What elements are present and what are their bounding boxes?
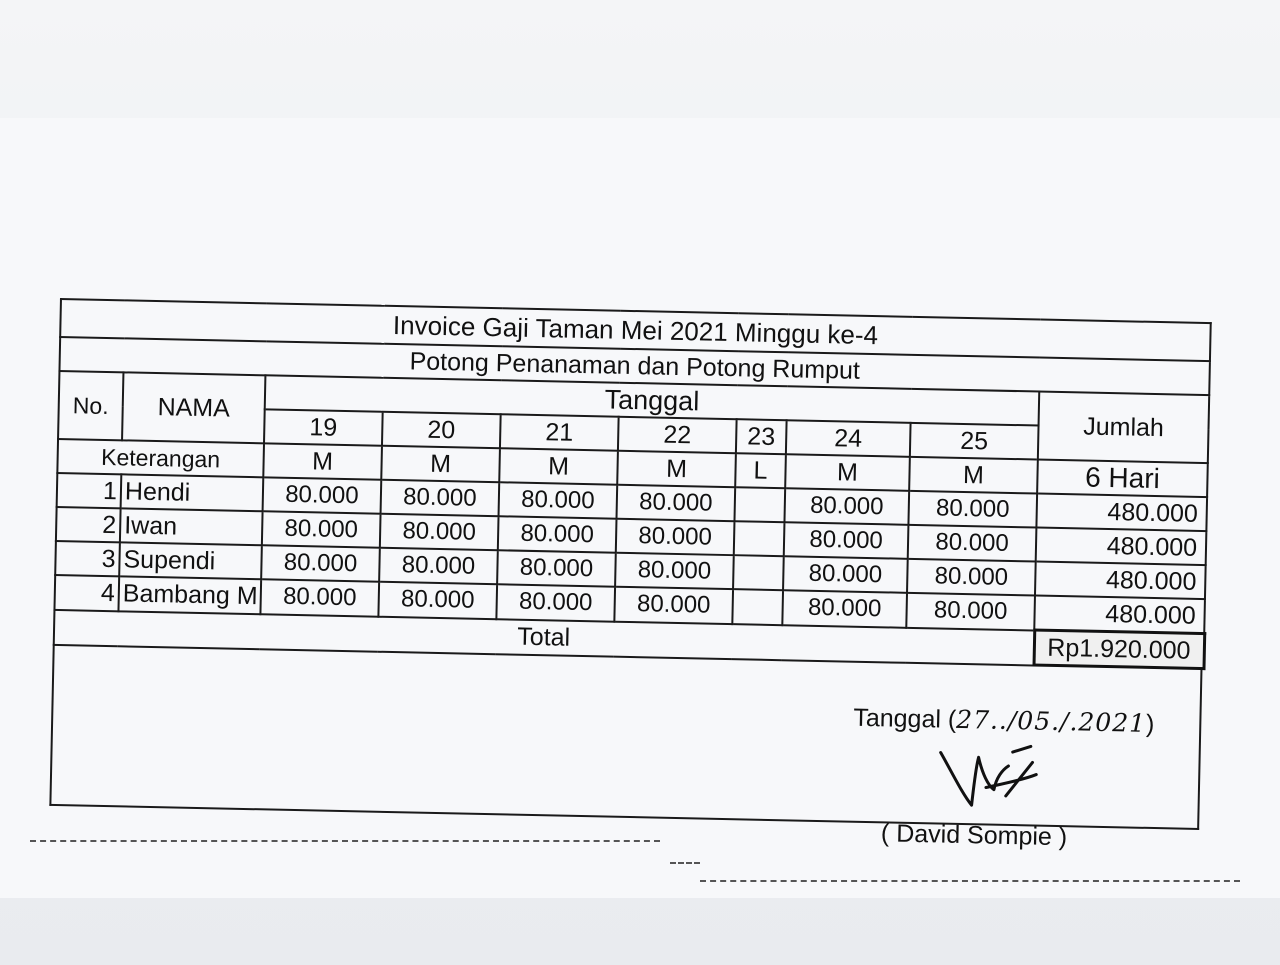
row-jumlah: 480.000 xyxy=(1035,561,1206,599)
row-amount: 80.000 xyxy=(907,559,1036,596)
date-col: 25 xyxy=(910,423,1039,460)
row-amount xyxy=(733,555,784,590)
invoice-title: Invoice Gaji Taman Mei 2021 Minggu ke-4 xyxy=(60,299,1211,361)
row-jumlah: 480.000 xyxy=(1036,494,1207,532)
header-no: No. xyxy=(58,371,123,440)
row-amount: 80.000 xyxy=(908,491,1037,528)
status-code: M xyxy=(909,457,1038,494)
status-code: M xyxy=(263,443,382,479)
date-label: Tanggal xyxy=(853,703,942,734)
row-no: 1 xyxy=(57,473,122,508)
row-amount: 80.000 xyxy=(784,488,909,525)
row-amount: 80.000 xyxy=(263,477,382,513)
row-amount: 80.000 xyxy=(380,514,499,550)
header-tanggal: Tanggal xyxy=(265,375,1040,425)
row-amount: 80.000 xyxy=(498,516,617,552)
row-amount xyxy=(734,521,785,556)
row-amount: 80.000 xyxy=(260,579,379,616)
row-no: 3 xyxy=(55,541,120,576)
header-jumlah: Jumlah xyxy=(1038,392,1209,464)
row-amount: 80.000 xyxy=(499,482,618,518)
tear-line xyxy=(30,840,660,842)
row-amount: 80.000 xyxy=(783,556,908,593)
row-amount: 80.000 xyxy=(497,550,616,586)
row-amount xyxy=(732,589,783,625)
signature-icon xyxy=(931,742,1052,814)
signer-text: David Sompie xyxy=(895,819,1053,851)
row-no: 4 xyxy=(54,575,119,611)
grand-total: Rp1.920.000 xyxy=(1034,630,1205,669)
status-code: M xyxy=(617,451,736,487)
tear-line xyxy=(700,880,1240,882)
row-amount: 80.000 xyxy=(615,553,734,589)
total-label: Total xyxy=(54,609,1035,665)
row-amount: 80.000 xyxy=(261,545,380,581)
row-amount: 80.000 xyxy=(378,582,497,619)
row-amount: 80.000 xyxy=(614,587,733,624)
status-code: L xyxy=(735,453,786,488)
row-amount: 80.000 xyxy=(617,485,736,521)
row-amount: 80.000 xyxy=(782,590,907,627)
header-nama: NAMA xyxy=(122,372,265,443)
row-amount: 80.000 xyxy=(262,511,381,547)
signature-date: Tanggal (27../05./.2021) xyxy=(853,703,1155,739)
date-col: 22 xyxy=(618,417,737,453)
invoice-table xyxy=(53,298,1213,670)
date-col: 19 xyxy=(264,409,383,445)
total-days: 6 Hari xyxy=(1037,460,1208,498)
tear-line xyxy=(670,862,700,864)
status-code: M xyxy=(785,454,910,491)
row-amount: 80.000 xyxy=(616,519,735,555)
status-code: M xyxy=(499,448,618,484)
row-amount: 80.000 xyxy=(784,522,909,559)
row-amount: 80.000 xyxy=(908,525,1037,562)
row-no: 2 xyxy=(56,507,121,542)
row-amount: 80.000 xyxy=(379,548,498,584)
invoice-sheet xyxy=(49,298,1228,860)
row-name: Hendi xyxy=(121,474,264,511)
status-code: M xyxy=(381,446,500,482)
date-col: 23 xyxy=(736,419,787,454)
header-keterangan: Keterangan xyxy=(57,439,264,477)
invoice-subtitle: Potong Penanaman dan Potong Rumput xyxy=(59,337,1210,395)
row-name: Iwan xyxy=(120,508,263,545)
row-amount: 80.000 xyxy=(906,593,1035,630)
row-amount: 80.000 xyxy=(496,584,615,621)
date-col: 20 xyxy=(382,412,501,448)
row-name: Bambang M xyxy=(118,576,261,613)
row-jumlah: 480.000 xyxy=(1034,595,1205,633)
date-col: 24 xyxy=(786,420,911,457)
row-amount: 80.000 xyxy=(381,480,500,516)
row-name: Supendi xyxy=(119,542,262,579)
signer-name: ( David Sompie ) xyxy=(880,819,1068,852)
date-handwritten: 27../05./.2021 xyxy=(955,704,1147,738)
row-amount xyxy=(734,487,785,522)
row-jumlah: 480.000 xyxy=(1036,527,1207,565)
signature-area xyxy=(49,646,1202,852)
date-col: 21 xyxy=(500,414,619,450)
